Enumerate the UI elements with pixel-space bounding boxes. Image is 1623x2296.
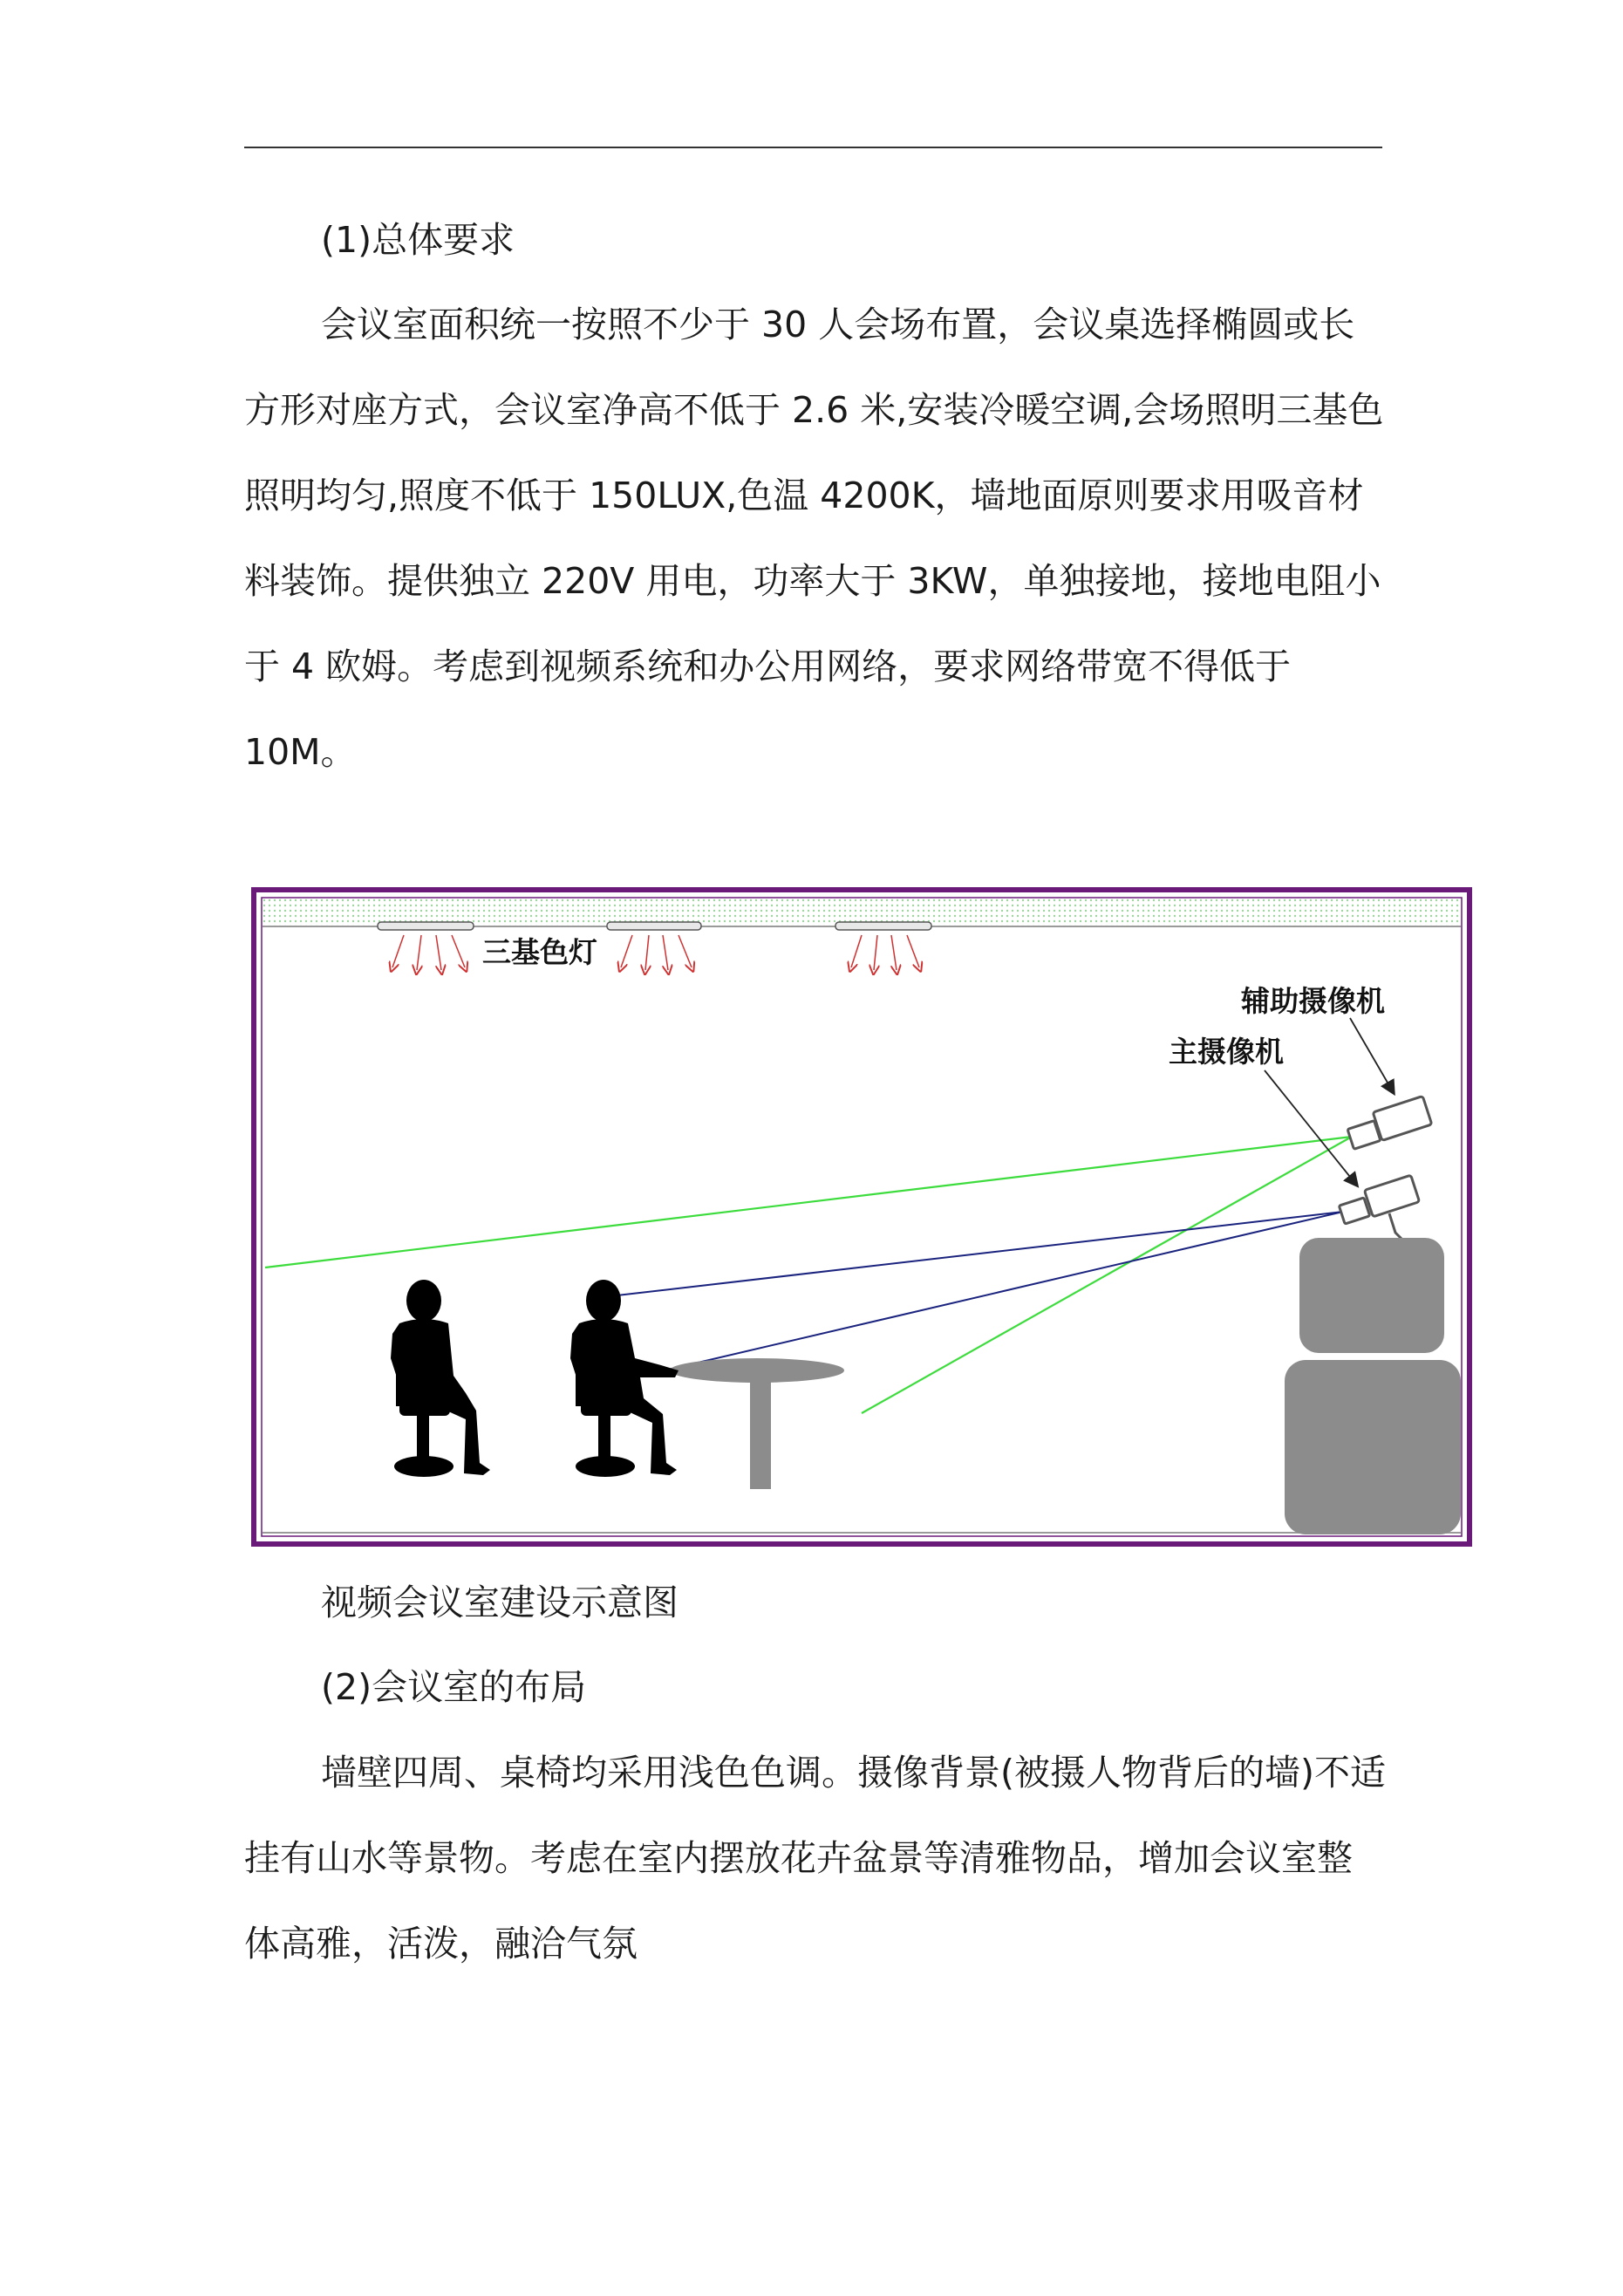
- section1-body: 会议室面积统一按照不少于 30 人会场布置，会议桌选择椭圆或长方形对座方式，会议室净高不低于 2.6 米,安装冷暖空调,会场照明三基色照明均匀,照度不低于 150LUX,色温 4200K，墙地面原则要求用吸音材料装饰。提供独立 220V 用电，功率大于 3KW，单独接地，接地电阻小于 4 欧姆。考虑到视频系统和办公用网络，要求网络带宽不得低于 10M。: [244, 304, 1384, 773]
- lights-label: 三基色灯: [482, 935, 597, 969]
- monitor-cabinet: [1299, 1238, 1444, 1353]
- section2-heading: (2)会议室的布局: [321, 1666, 587, 1708]
- section2-body: 墙壁四周、桌椅均采用浅色色调。摄像背景(被摄人物背后的墙)不适挂有山水等景物。考虑在室内摆放花卉盆景等清雅物品，增加会议室整体高雅，活泼，融洽气氛: [244, 1752, 1386, 1965]
- header-rule: [244, 147, 1382, 148]
- aux-camera-label: 辅助摄像机: [1241, 984, 1385, 1018]
- main-camera-label: 主摄像机: [1169, 1035, 1284, 1069]
- section1-heading: (1)总体要求: [321, 219, 515, 261]
- equipment-cabinet: [1285, 1360, 1461, 1534]
- figure-caption: 视频会议室建设示意图: [321, 1582, 679, 1623]
- video-conference-room-diagram: [251, 887, 1472, 1547]
